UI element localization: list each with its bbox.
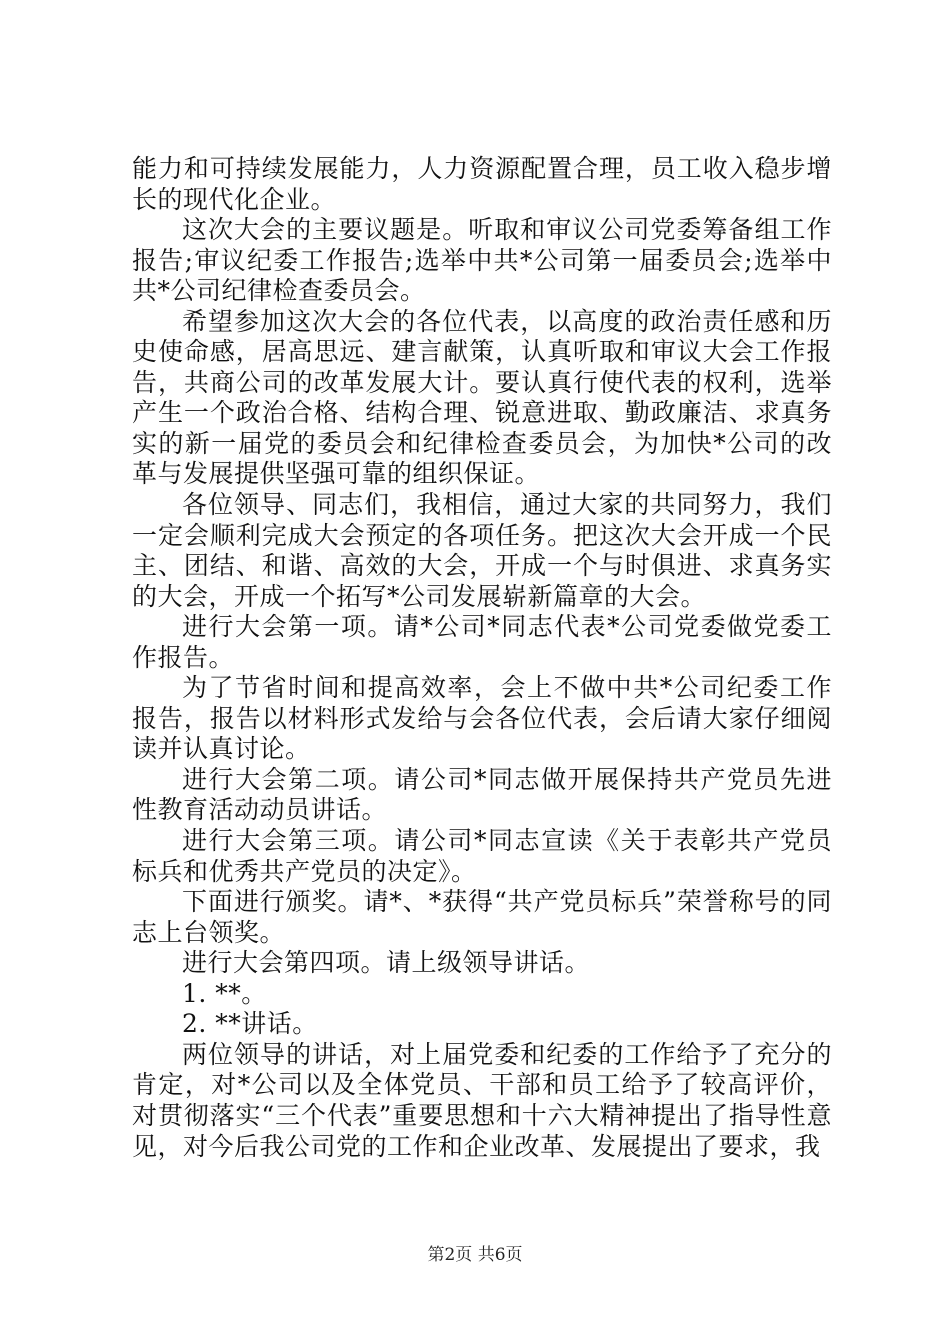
paragraph: 进行大会第四项。请上级领导讲话。	[182, 948, 591, 978]
paragraph: 进行大会第一项。请*公司*同志代表*公司党委做党委工作报告。	[132, 612, 832, 672]
paragraph: 为了节省时间和提高效率，会上不做中共*公司纪委工作报告，报告以材料形式发给与会各位代表，会后请大家仔细阅读并认真讨论。	[132, 673, 832, 764]
paragraph: 进行大会第二项。请公司*同志做开展保持共产党员先进性教育活动动员讲话。	[132, 764, 832, 825]
document-body	[132, 154, 832, 1162]
paragraph: 两位领导的讲话，对上届党委和纪委的工作给予了充分的肯定，对*公司以及全体党员、干部和员工给予了较高评价，对贯彻落实“三个代表”重要思想和十六大精神提出了指导性意见，对今后我公司党的工作和企业改革、发展提出了要求，我	[132, 1039, 832, 1161]
list-item: 2. **讲话。	[182, 1009, 318, 1039]
paragraph: 各位领导、同志们，我相信，通过大家的共同努力，我们一定会顺利完成大会预定的各项任务。把这次大会开成一个民主、团结、和谐、高效的大会，开成一个与时俱进、求真务实的大会，开成一个拓写*公司发展崭新篇章的大会。	[132, 490, 832, 611]
paragraph: 能力和可持续发展能力，人力资源配置合理，员工收入稳步增长的现代化企业。	[132, 154, 832, 214]
paragraph: 希望参加这次大会的各位代表，以高度的政治责任感和历史使命感，居高思远、建言献策，认真听取和审议大会工作报告，共商公司的改革发展大计。要认真行使代表的权利，选举产生一个政治合格、结构合理、锐意进取、勤政廉洁、求真务实的新一届党的委员会和纪律检查委员会，为加快*公司的改革与发展提供坚强可靠的组织保证。	[132, 306, 832, 489]
paragraph: 进行大会第三项。请公司*同志宣读《关于表彰共产党员标兵和优秀共产党员的决定》。	[132, 826, 832, 886]
list-item: 1. **。	[182, 978, 267, 1008]
paragraph: 下面进行颁奖。请*、*获得“共产党员标兵”荣誉称号的同志上台领奖。	[132, 887, 832, 947]
page-number-footer: 第2页 共6页	[427, 1245, 523, 1265]
paragraph: 这次大会的主要议题是。听取和审议公司党委筹备组工作报告;审议纪委工作报告;选举中共*公司第一届委员会;选举中共*公司纪律检查委员会。	[132, 215, 832, 306]
